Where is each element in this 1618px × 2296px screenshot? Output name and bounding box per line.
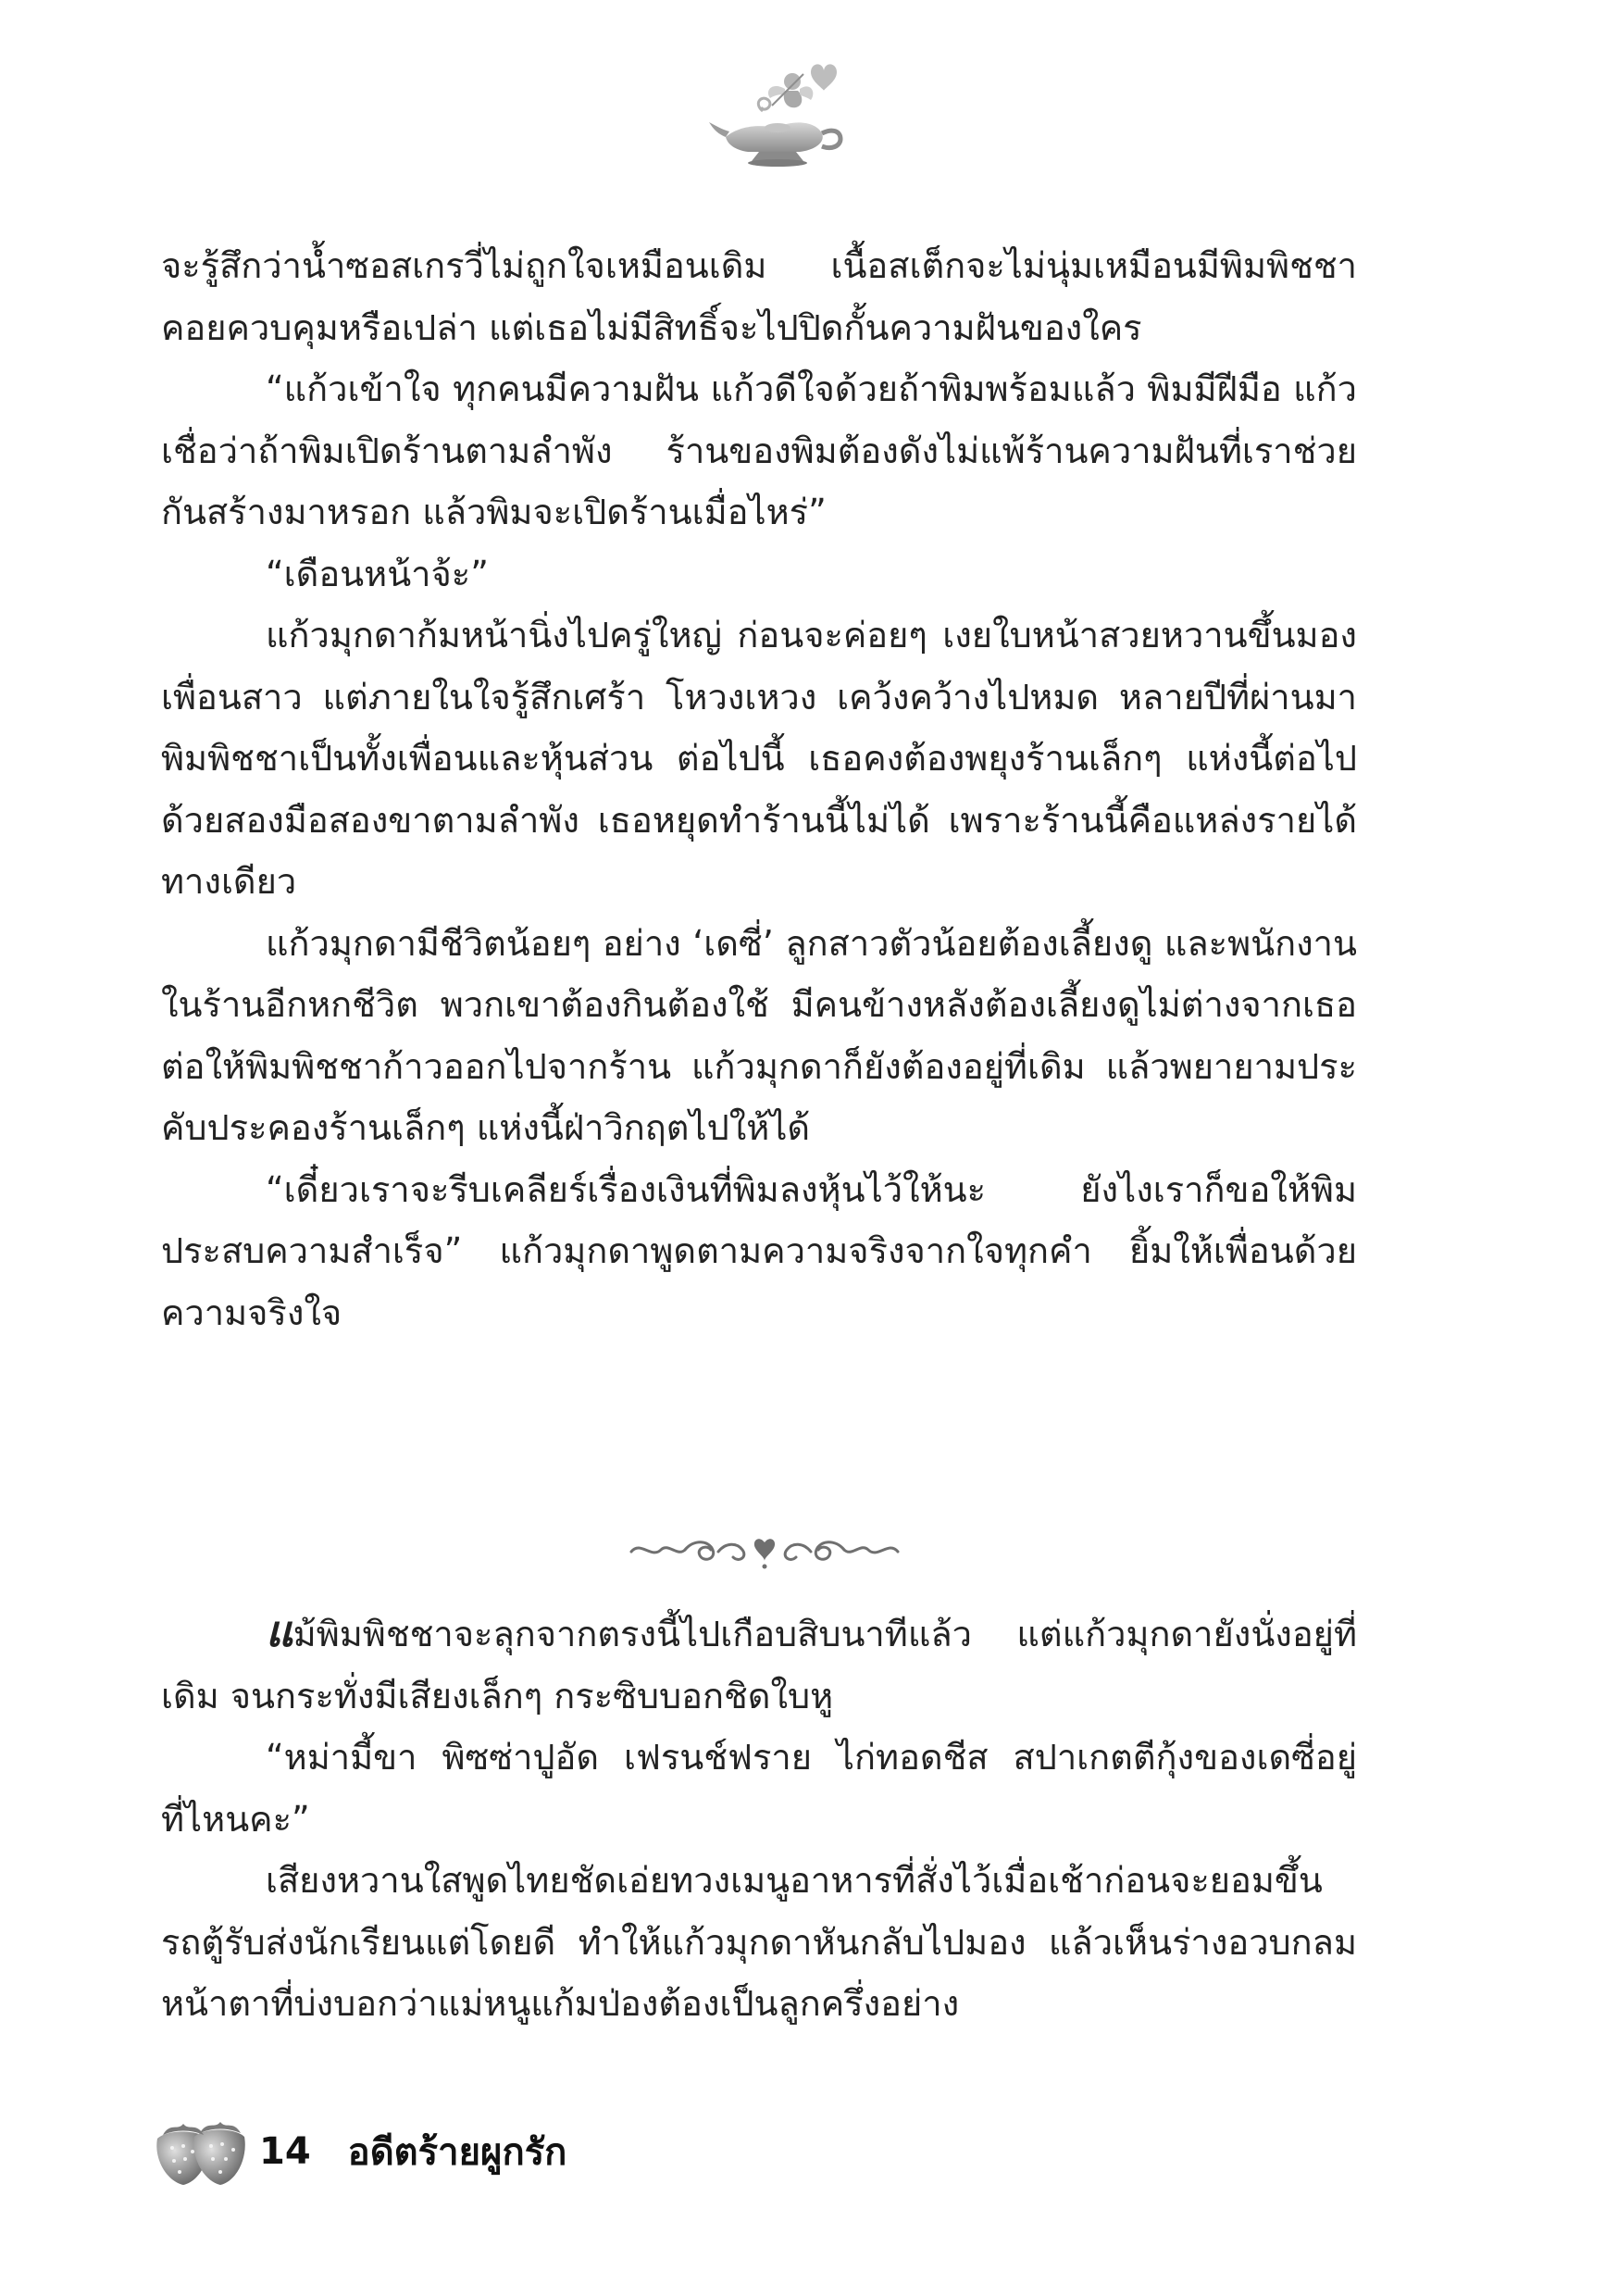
paragraph: แก้วมุกดามีชีวิตน้อยๆ อย่าง ‘เดซี่’ ลูกสาวตัวน้อยต้องเลี้ยงดู และพนักงานในร้านอีกหกชีวิต พวกเขาต้องกินต้องใช้ มีคนข้างหลังต้องเลี้ยงดูไม่ต่างจากเธอ ต่อให้พิมพิชชาก้าวออกไปจากร้าน แก้วมุกดาก็ยังต้องอยู่ที่เดิม แล้วพยายามประคับประคองร้านเล็กๆ แห่งนี้ฝ่าวิกฤตไปให้ได้ — [161, 922, 1357, 1148]
paragraph: เสียงหวานใสพูดไทยชัดเอ่ยทวงเมนูอาหารที่สั่งไว้เมื่อเช้าก่อนจะยอมขึ้นรถตู้รับส่งนักเรียนแต่โดยดี ทำให้แก้วมุกดาหันกลับไปมอง แล้วเห็นร่างอวบกลม หน้าตาที่บ่งบอกว่าแม่หนูแก้มป่องต้องเป็นลูกครึ่งอย่าง — [161, 1860, 1357, 2024]
paragraph: แก้วมุกดาก้มหน้านิ่งไปครู่ใหญ่ ก่อนจะค่อยๆ เงยใบหน้าสวยหวานขึ้นมองเพื่อนสาว แต่ภายในใจรู้สึกเศร้า โหวงเหวง เคว้งคว้างไปหมด หลายปีที่ผ่านมา พิมพิชชาเป็นทั้งเพื่อนและหุ้นส่วน ต่อไปนี้ เธอคงต้องพยุงร้านเล็กๆ แห่งนี้ต่อไปด้วยสองมือสองขาตามลำพัง เธอหยุดทำร้านนี้ไม่ได้ เพราะร้านนี้คือแหล่งรายได้ทางเดียว — [161, 615, 1357, 902]
paragraph: “เดี๋ยวเราจะรีบเคลียร์เรื่องเงินที่พิมลงหุ้นไว้ให้นะ ยังไงเราก็ขอให้พิมประสบความสำเร็จ” แก้วมุกดาพูดตามความจริงจากใจทุกคำ ยิ้มให้เพื่อนด้วยความจริงใจ — [161, 1168, 1357, 1333]
page-footer — [150, 2115, 566, 2189]
genie-lamp-cupid-icon — [707, 54, 846, 168]
body-text-block-1 — [161, 235, 1357, 1343]
dropcap: แ — [266, 1606, 293, 1656]
paragraph-text: ม้พิมพิชชาจะลุกจากตรงนี้ไปเกือบสิบนาทีแล้ว แต่แก้วมุกดายังนั่งอยู่ที่เดิม จนกระทั่งมีเสียงเล็กๆ กระซิบบอกชิดใบหู — [161, 1614, 1357, 1716]
opening-paragraph — [161, 1603, 1357, 1727]
strawberry-pair-icon — [150, 2115, 250, 2189]
page-number: 14 — [259, 2130, 311, 2173]
paragraph: “เดือนหน้าจ้ะ” — [266, 553, 489, 594]
body-text-block-2 — [161, 1603, 1357, 2035]
book-title: อดีตร้ายผูกรัก — [347, 2131, 567, 2174]
scroll-divider-icon — [626, 1529, 903, 1570]
paragraph: จะรู้สึกว่าน้ำซอสเกรวี่ไม่ถูกใจเหมือนเดิม เนื้อสเต็กจะไม่นุ่มเหมือนมีพิมพิชชาคอยควบคุมหรือเปล่า แต่เธอไม่มีสิทธิ์จะไปปิดกั้นความฝันของใคร — [161, 245, 1357, 348]
paragraph: “หม่ามี้ขา พิซซ่าปูอัด เฟรนช์ฟราย ไก่ทอดชีส สปาเกตตีกุ้งของเดซี่อยู่ที่ไหนคะ” — [161, 1737, 1357, 1840]
paragraph: “แก้วเข้าใจ ทุกคนมีความฝัน แก้วดีใจด้วยถ้าพิมพร้อมแล้ว พิมมีฝีมือ แก้วเชื่อว่าถ้าพิมเปิดร้านตามลำพัง ร้านของพิมต้องดังไม่แพ้ร้านความฝันที่เราช่วยกันสร้างมาหรอก แล้วพิมจะเปิดร้านเมื่อไหร่” — [161, 368, 1357, 532]
